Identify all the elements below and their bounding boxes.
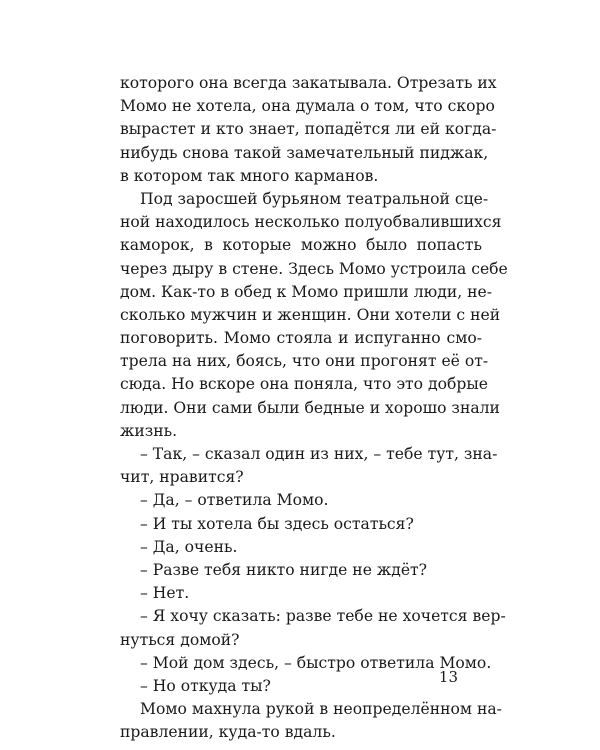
text-line: жизнь.: [120, 421, 178, 440]
text-line: – Да, – ответила Момо.: [140, 491, 329, 510]
text-line: – Да, очень.: [140, 537, 238, 556]
text-line: – Так, – сказал один из них, – тебе тут, зна-: [140, 445, 498, 463]
text-line: вырастет и кто знает, попадётся ли ей когда-: [120, 120, 497, 139]
text-line: – Мой дом здесь, – быстро ответила Момо.: [140, 653, 492, 672]
text-line: Момо не хотела, она думала о том, что скоро: [120, 97, 495, 116]
text-line: – Нет.: [140, 584, 190, 603]
text-line: в котором так много карманов.: [120, 166, 379, 185]
page-number: 13: [438, 668, 458, 686]
text-line: трела на них, боясь, что они прогонят её от-: [120, 352, 489, 371]
text-line: нуться домой?: [120, 630, 240, 649]
text-line: каморок, в которые можно было попасть: [120, 236, 482, 255]
text-line: ной находилось несколько полуобвалившихся: [120, 213, 502, 232]
text-line: – Я хочу сказать: разве тебе не хочется вер-: [140, 607, 506, 626]
text-line: чит, нравится?: [120, 468, 244, 487]
text-line: сколько мужчин и женщин. Они хотели с ней: [120, 305, 501, 324]
text-line: сюда. Но вскоре она поняла, что это добрые: [120, 375, 489, 394]
text-line: люди. Они сами были бедные и хорошо знали: [120, 398, 500, 417]
text-line: которого она всегда закатывала. Отрезать их: [120, 74, 497, 92]
text-line: дом. Как-то в обед к Момо пришли люди, не-: [120, 282, 493, 301]
body-text: [120, 72, 508, 744]
text-line: – Но откуда ты?: [140, 676, 271, 695]
text-line: поговорить. Момо стояла и испуганно смо-: [120, 329, 482, 348]
text-line: – Разве тебя никто нигде не ждёт?: [140, 560, 428, 579]
text-line: Момо махнула рукой в неопределённом на-: [140, 700, 502, 719]
text-line: Под заросшей бурьяном театральной сце-: [140, 189, 489, 208]
text-line: правлении, куда-то вдаль.: [120, 723, 336, 742]
text-line: – И ты хотела бы здесь остаться?: [140, 514, 414, 533]
text-line: через дыру в стене. Здесь Момо устроила себе: [120, 259, 508, 278]
text-line: нибудь снова такой замечательный пиджак,: [120, 143, 489, 162]
